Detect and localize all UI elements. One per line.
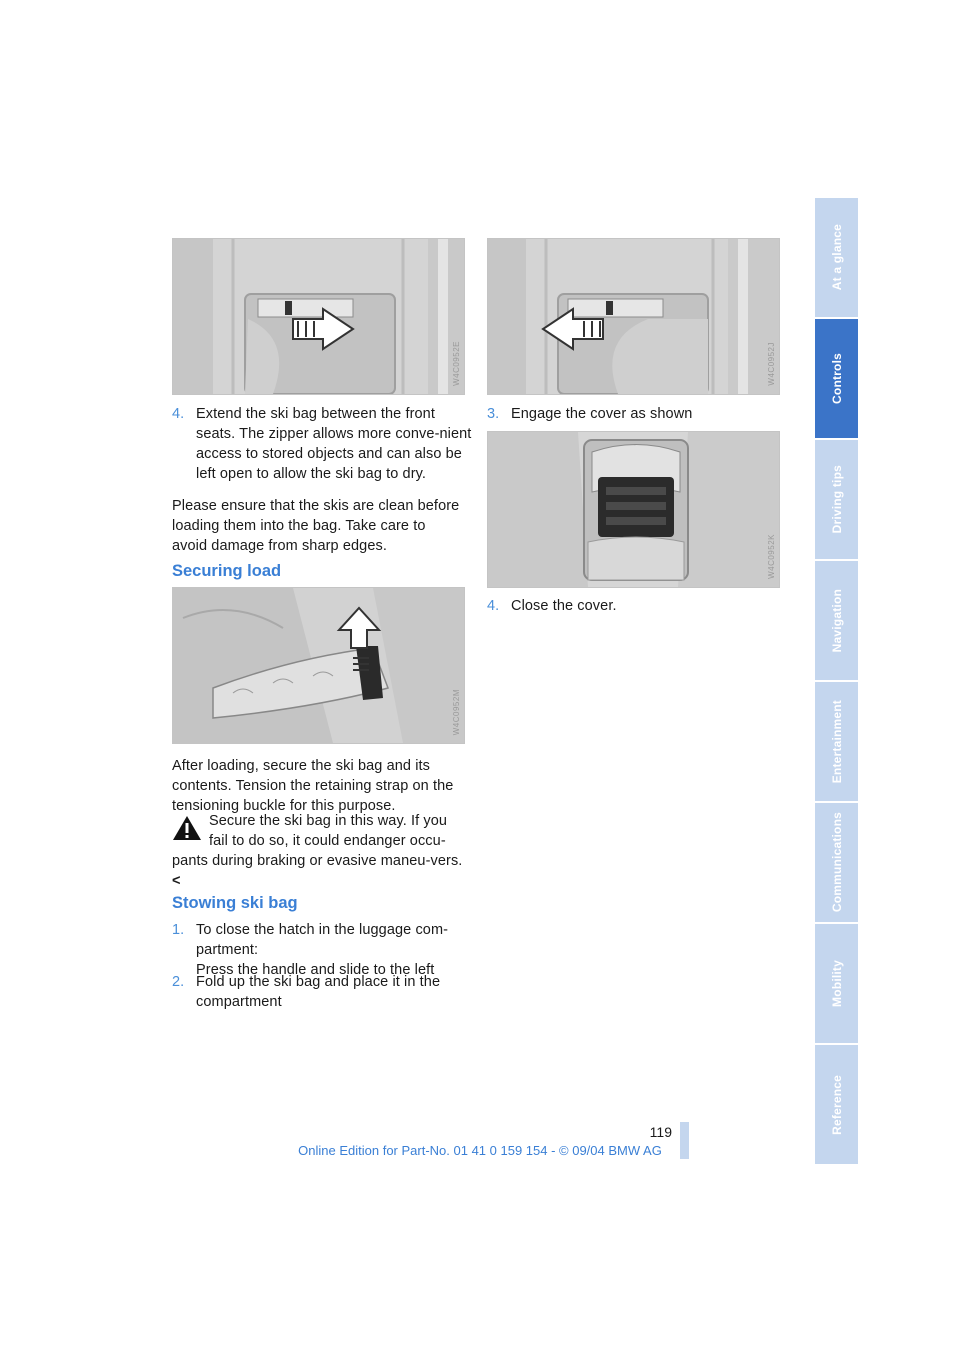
tab-driving-tips[interactable] (815, 440, 858, 559)
end-marker: < (172, 873, 181, 889)
warning-rest: pants during braking or evasive maneu-vers. (172, 853, 463, 869)
step-4-close-cover (487, 596, 779, 616)
step-number: 2. (172, 974, 185, 990)
warning-line-1: Secure the ski bag in this way. If you (209, 813, 448, 829)
step-4-extend (172, 404, 472, 484)
step-text-line1: Extend the ski bag between the front (196, 406, 435, 422)
heading-securing-load: Securing load (172, 562, 282, 580)
tab-label: At a glance (829, 224, 844, 291)
figure-hatch-slide-right (172, 238, 465, 395)
page-number: 119 (649, 1124, 672, 1140)
step-text-continued: compartment (196, 994, 282, 1010)
figure-code: W4C0952J (767, 342, 776, 386)
engage-cover-illustration (488, 432, 779, 587)
paragraph-clean-skis: Please ensure that the skis are clean before loading them into the bag. Take care to avoid damage from sharp edges. (172, 498, 460, 554)
chapter-tabs (815, 198, 858, 1166)
tab-controls[interactable] (815, 319, 858, 438)
figure-securing-load (172, 587, 465, 744)
figure-hatch-slide-left (487, 238, 780, 395)
step-text: Close the cover. (511, 598, 617, 614)
tab-mobility[interactable] (815, 924, 858, 1043)
step-3-engage-cover (487, 404, 779, 424)
stow-step-1 (172, 920, 472, 980)
figure-code: W4C0952M (452, 688, 461, 735)
tab-label: Communications (829, 812, 844, 913)
hatch-slide-left-illustration (488, 239, 779, 394)
tab-entertainment[interactable] (815, 682, 858, 801)
step-number: 1. (172, 922, 185, 938)
hatch-slide-right-illustration (173, 239, 464, 394)
footer-edition: Online Edition for Part-No. 01 41 0 159 154 - © 09/04 BMW AG (298, 1143, 662, 1158)
step-number: 4. (172, 406, 185, 422)
step-text-continued: seats. The zipper allows more conve-nient access to stored objects and can also be left open to allow the ski bag to dry. (196, 426, 472, 482)
paragraph-after-loading: After loading, secure the ski bag and its contents. Tension the retaining strap on the tensioning buckle for this purpose. (172, 758, 454, 814)
tab-communications[interactable] (815, 803, 858, 922)
figure-code: W4C0952K (767, 534, 776, 579)
securing-load-illustration (173, 588, 464, 743)
step-number: 3. (487, 406, 500, 422)
figure-engage-cover (487, 431, 780, 588)
stow-step-2 (172, 972, 472, 1012)
tab-label: Driving tips (829, 465, 844, 534)
step-number: 4. (487, 598, 500, 614)
tab-at-a-glance[interactable] (815, 198, 858, 317)
warning-line-2: fail to do so, it could endanger occu- (209, 833, 446, 849)
warning-text (172, 811, 464, 891)
tab-label: Reference (829, 1074, 844, 1135)
tab-navigation[interactable] (815, 561, 858, 680)
step-text-line1: To close the hatch in the luggage com- (196, 922, 449, 938)
tab-label: Controls (829, 353, 844, 404)
heading-stowing-ski-bag: Stowing ski bag (172, 894, 298, 912)
step-text-line1: Fold up the ski bag and place it in the (196, 974, 441, 990)
step-text: Engage the cover as shown (511, 406, 693, 422)
tab-label: Entertainment (829, 699, 844, 784)
step-text-continued: partment: Press the handle and slide to the left (196, 942, 435, 978)
tab-label: Navigation (829, 588, 844, 653)
warning-continued (172, 851, 464, 891)
tab-label: Mobility (829, 960, 844, 1007)
figure-code: W4C0952E (452, 341, 461, 386)
